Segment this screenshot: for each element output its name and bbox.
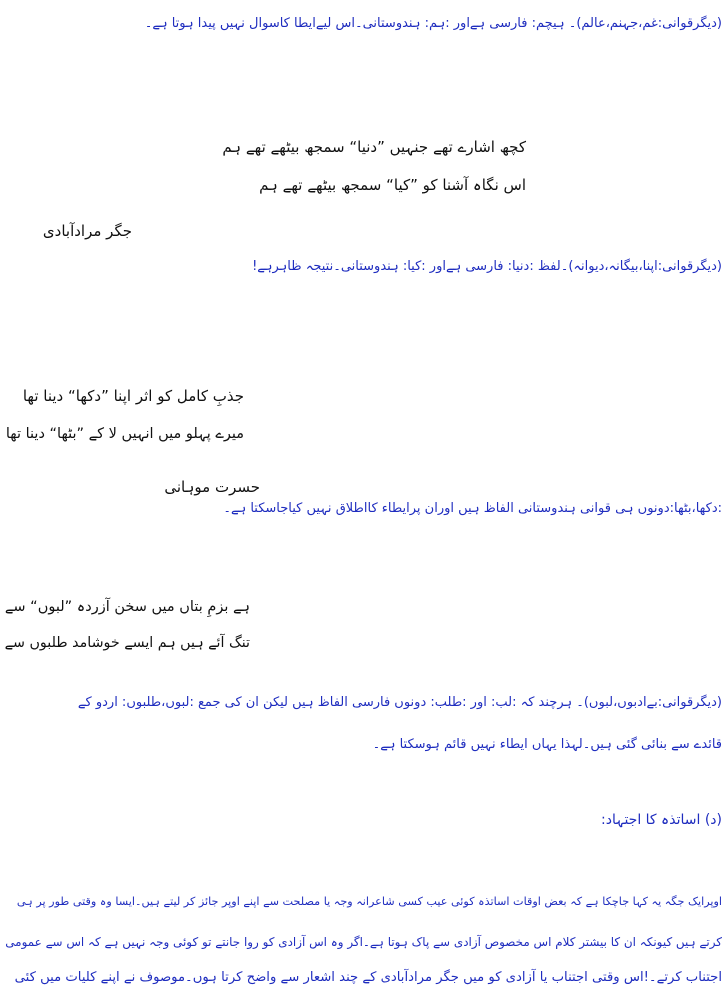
section-1-note: (دیگرقوانی:اپنا،بیگانہ،دیوانہ)۔لفظ :دنیا: فارسی ہےاور :کیا: ہندوستانی۔نتیجہ ظاہرہے!: [252, 259, 722, 274]
section-2-note: :دکھا،بٹھا:دونوں ہی قوانی ہندوستانی الفاظ ہیں اوران پرایطاء کااطلاق نہیں کیاجاسکتا ہے۔: [223, 501, 722, 516]
section-3-note-line-2: قائدے سے بنائی گئی ہیں۔لہذا یہاں ایطاء نہیں قائم ہوسکتا ہے۔: [372, 737, 722, 752]
section-heading: (د) اساتذہ کا اجتہاد:: [601, 812, 722, 828]
couplet-1-line-2: اس نگاہ آشنا کو ”کیا“ سمجھ بیٹھے تھے ہم: [259, 176, 526, 194]
paragraph-line-2: کرتے ہیں کیونکہ ان کا بیشتر کلام اس مخصوص آزادی سے پاک ہوتا ہے۔اگر وہ اس آزادی کو روا جانتے تو کوئی وجہ نہیں ہے کہ اس سے عمومی: [5, 935, 722, 949]
poet-name-1: جگر مرادآبادی: [42, 222, 132, 240]
couplet-3-line-2: تنگ آئے ہیں ہم ایسے خوشامد طلبوں سے: [4, 635, 250, 651]
couplet-1-line-1: کچھ اشارے تھے جنہیں ”دنیا“ سمجھ بیٹھے تھے ہم: [222, 138, 526, 156]
couplet-2-line-2: میرے پہلو میں انہیں لا کے ”بٹھا“ دینا تھا: [5, 426, 244, 442]
intro-note: (دیگرقوانی:غم،جہنم،عالم)۔ ہیچم: فارسی ہےاور :ہم: ہندوستانی۔اس لیےایطا کاسوال نہیں پیدا ہوتا ہے۔: [144, 16, 722, 31]
paragraph-line-1: اوپرایک جگہ یہ کہا جاچکا ہے کہ بعض اوقات اساتذہ کوئی عیب کسی شاعرانہ وجہ یا مصلحت سے اپنے اوپر جائز کر لیتے ہیں۔ایسا وہ وقتی طور پر ہی: [16, 895, 722, 908]
couplet-3-line-1: ہے بزمِ بتاں میں سخن آزردہ ”لبوں“ سے: [4, 599, 250, 615]
poet-name-2: حسرت موہانی: [164, 478, 260, 496]
paragraph-line-3: اجتناب کرتے۔!اس وقتی اجتناب یا آزادی کو میں جگر مرادآبادی کے چند اشعار سے واضح کرتا ہوں۔موصوف نے اپنے کلیات میں کئی: [14, 970, 722, 985]
couplet-2-line-1: جذبِ کامل کو اثر اپنا ”دکھا“ دینا تھا: [22, 387, 244, 405]
section-3-note-line-1: (دیگرقوانی:بےادبوں،لبوں)۔ ہرچند کہ :لب: اور :طلب: دونوں فارسی الفاظ ہیں لیکن ان کی جمع :لبوں،طلبوں: اردو کے: [77, 695, 722, 710]
